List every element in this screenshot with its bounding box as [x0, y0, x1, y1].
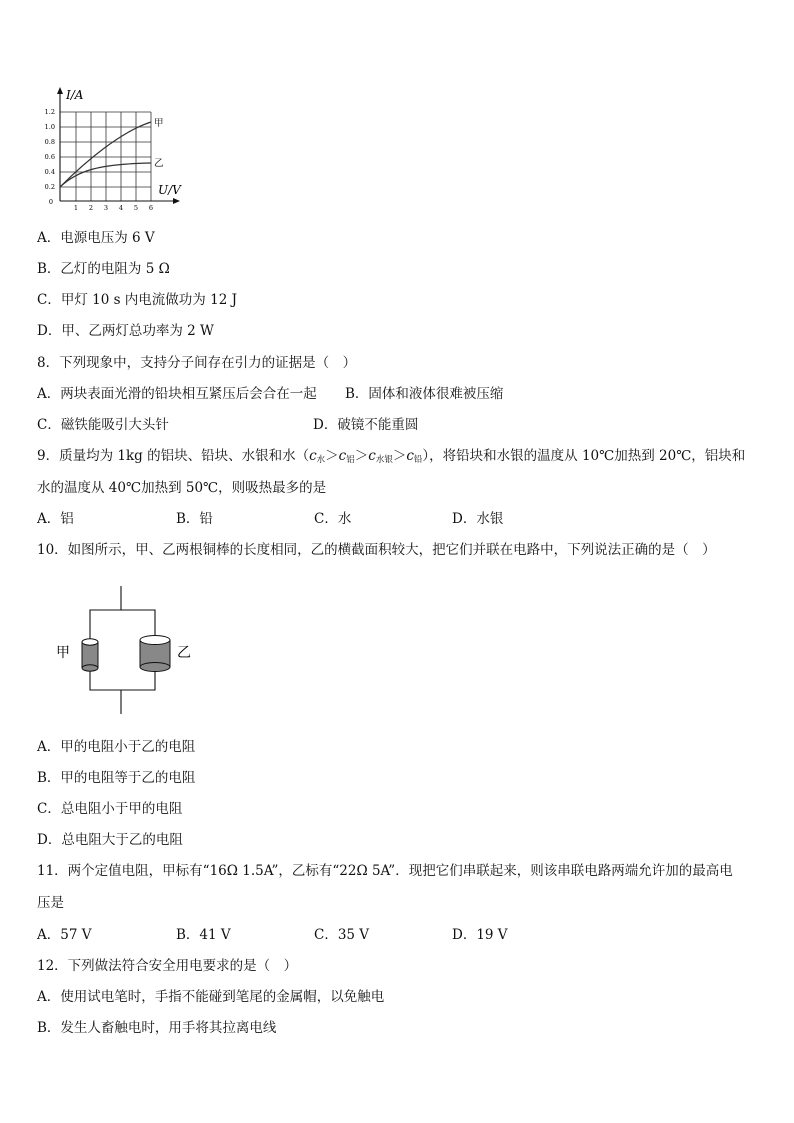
sub-mercury: 水银	[375, 455, 393, 465]
q11-stem: 11．两个定值电阻，甲标有“16Ω 1.5A”，乙标有“22Ω 5A”．现把它们串联起来，则该串联电路两端允许加的最高电	[37, 863, 733, 879]
c-aluminum: c	[338, 448, 347, 464]
q8-stem: 8．下列现象中，支持分子间存在引力的证据是（ ）	[37, 355, 357, 371]
gt-sign: ＞	[325, 448, 339, 464]
q9-stem-prefix: 9．质量均为 1kg 的铝块、铅块、水银和水（	[37, 448, 310, 464]
q9-option-c: C．水	[314, 511, 352, 527]
x-tick: 2	[88, 204, 94, 212]
q9-option-a: A．铝	[37, 511, 74, 527]
sub-lead: 铅	[413, 455, 423, 465]
curve-label-jia: 甲	[154, 118, 164, 129]
x-tick: 1	[73, 204, 79, 212]
sub-water: 水	[316, 455, 326, 465]
graph-grid	[60, 112, 151, 201]
q9-option-b: B．铅	[176, 511, 213, 527]
rod-yi	[140, 636, 170, 672]
x-tick: 6	[148, 204, 154, 212]
q11-option-b: B．41 V	[176, 927, 231, 943]
q11-option-d: D．19 V	[452, 927, 508, 943]
y-tick: 0.4	[44, 168, 55, 176]
label-jia: 甲	[56, 645, 70, 661]
y-tick: 0	[48, 198, 53, 206]
q10-stem: 10．如图所示，甲、乙两根铜棒的长度相同，乙的横截面积较大，把它们并联在电路中，下列说法正确的是（ ）	[37, 542, 716, 558]
parallel-circuit-diagram	[50, 580, 210, 720]
y-tick: 0.8	[44, 138, 55, 146]
curve-label-yi: 乙	[154, 158, 164, 169]
y-tick: 1.0	[44, 123, 55, 131]
x-tick: 5	[133, 204, 139, 212]
q7-option-d: D．甲、乙两灯总功率为 2 W	[37, 323, 214, 339]
q8-option-a: A．两块表面光滑的铅块相互紧压后会合在一起	[37, 386, 317, 402]
q8-option-d: D．破镜不能重圆	[313, 417, 419, 433]
curve-yi	[60, 163, 151, 187]
q11-option-c: C．35 V	[314, 927, 370, 943]
y-tick: 1.2	[44, 108, 55, 116]
q11-option-a: A．57 V	[37, 927, 92, 943]
q12-option-a: A．使用试电笔时，手指不能碰到笔尾的金属帽，以免触电	[37, 989, 385, 1005]
gt-sign: ＞	[354, 448, 369, 464]
q7-option-c: C．甲灯 10 s 内电流做功为 12 J	[37, 292, 237, 308]
q12-stem: 12．下列做法符合安全用电要求的是（ ）	[37, 958, 298, 974]
c-water: c	[309, 448, 317, 464]
q11-stem-line2: 压是	[37, 895, 64, 911]
x-tick: 3	[103, 204, 109, 212]
q9-stem	[37, 447, 745, 469]
gt-sign: ＞	[392, 448, 407, 464]
label-yi: 乙	[177, 645, 191, 661]
y-tick: 0.6	[44, 153, 55, 161]
x-tick: 4	[118, 204, 124, 212]
q10-option-d: D．总电阻大于乙的电阻	[37, 832, 183, 848]
q10-option-a: A．甲的电阻小于乙的电阻	[37, 739, 196, 755]
q8-option-c: C．磁铁能吸引大头针	[37, 417, 169, 433]
q9-option-d: D．水银	[452, 511, 504, 527]
x-axis-label: U/V	[158, 183, 181, 197]
c-lead: c	[406, 448, 414, 464]
iu-graph	[40, 84, 200, 214]
q7-option-a: A．电源电压为 6 V	[37, 230, 155, 246]
c-mercury: c	[368, 448, 376, 464]
q10-option-b: B．甲的电阻等于乙的电阻	[37, 770, 196, 786]
rod-jia	[82, 639, 98, 671]
q12-option-b: B．发生人畜触电时，用手将其拉离电线	[37, 1020, 277, 1036]
q7-option-b: B．乙灯的电阻为 5 Ω	[37, 261, 170, 277]
q9-stem-suffix: ），将铅块和水银的温度从 10℃加热到 20℃，铝块和	[422, 448, 746, 464]
q10-option-c: C．总电阻小于甲的电阻	[37, 801, 183, 817]
q8-option-b: B．固体和液体很难被压缩	[345, 386, 504, 402]
y-axis-label: I/A	[66, 88, 84, 102]
q9-stem-line2: 水的温度从 40℃加热到 50℃，则吸热最多的是	[37, 480, 327, 496]
y-tick: 0.2	[44, 183, 55, 191]
sub-aluminum: 铝	[346, 455, 355, 465]
